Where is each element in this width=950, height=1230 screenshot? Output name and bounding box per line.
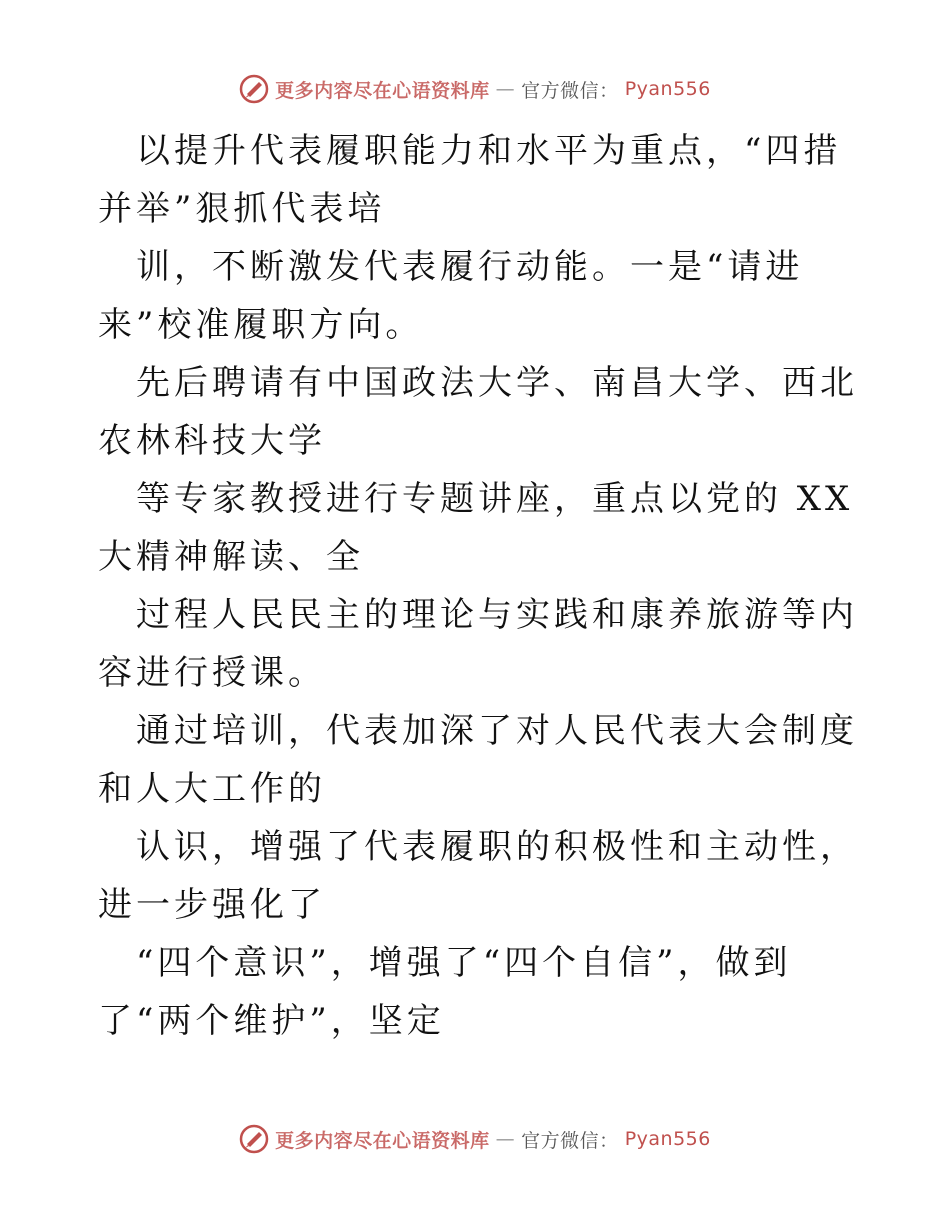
paragraph-2: 训，不断激发代表履行动能。一是“请进来”校准履职方向。 [98,247,804,345]
watermark-id: Pyan556 [624,1128,711,1150]
watermark-id: Pyan556 [624,78,711,100]
paragraph-4: 等专家教授进行专题讲座，重点以党的 XX 大精神解读、全 [98,479,854,577]
watermark-sub-text: 官方微信： [521,1129,619,1152]
watermark-sub-text: 官方微信： [521,79,619,102]
paragraph-5: 过程人民民主的理论与实践和康养旅游等内容进行授课。 [98,595,858,693]
paragraph-6: 通过培训，代表加深了对人民代表大会制度和人大工作的 [98,711,858,809]
watermark-main-text: 更多内容尽在心语资料库 [275,1129,490,1152]
document-body [98,122,858,1050]
book-pen-logo-icon [239,74,269,104]
watermark-separator: — [495,78,516,100]
book-pen-logo-icon [239,1124,269,1154]
header-watermark [0,74,950,104]
watermark-main-text: 更多内容尽在心语资料库 [275,79,490,102]
paragraph-3: 先后聘请有中国政法大学、南昌大学、西北农林科技大学 [98,363,858,461]
paragraph-1: 以提升代表履职能力和水平为重点，“四措并举”狠抓代表培 [98,131,842,229]
footer-watermark [0,1124,950,1154]
paragraph-7: 认识，增强了代表履职的积极性和主动性，进一步强化了 [98,827,858,925]
paragraph-8: “四个意识”，增强了“四个自信”，做到了“两个维护”，坚定 [98,943,792,1041]
watermark-separator: — [495,1128,516,1150]
